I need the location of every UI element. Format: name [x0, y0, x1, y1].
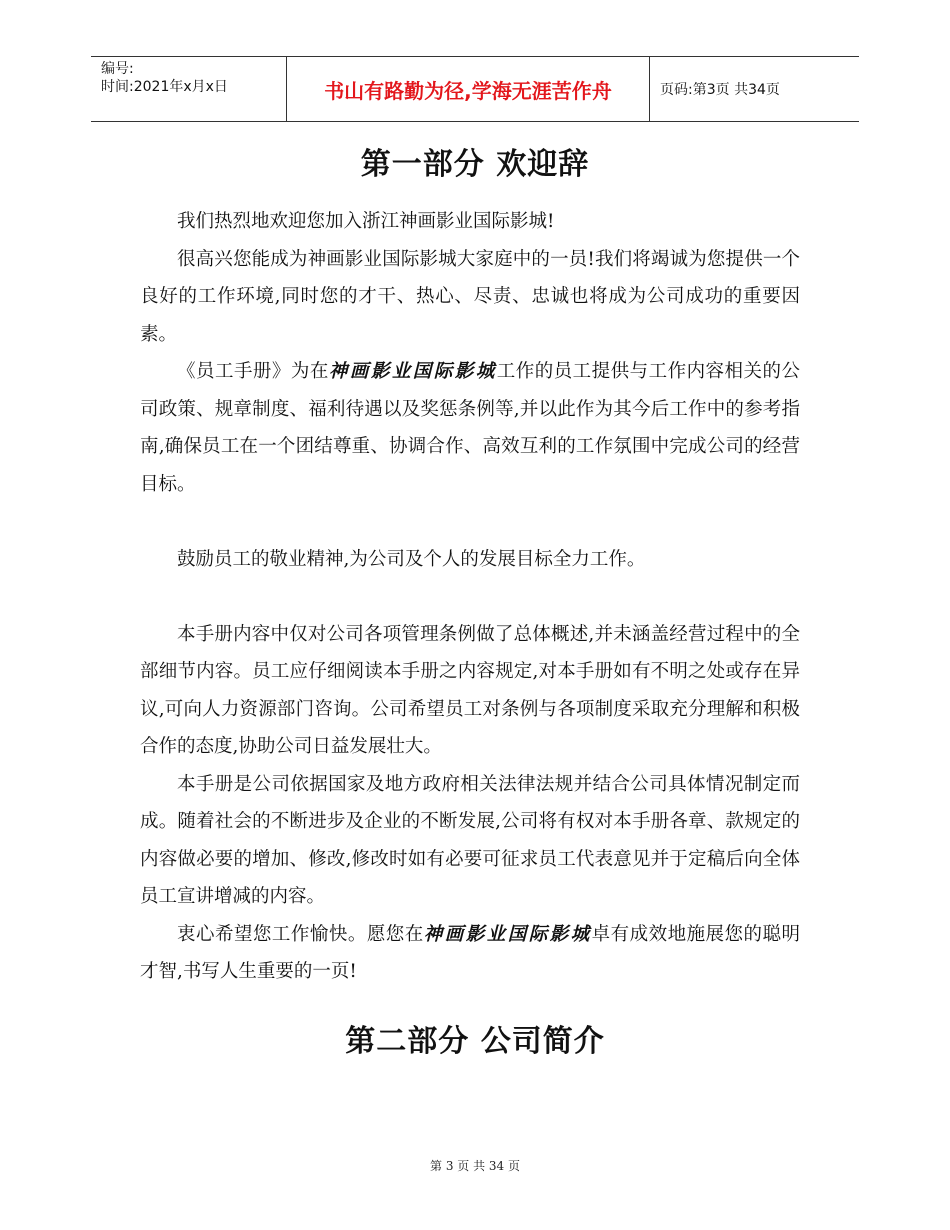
- paragraph-handbook-b: 工作的员工提供与工作内容相关的公司政策、规章制度、福利待遇以及奖惩条例等,并以此作为其今后工作中的参考指南,确保员工在一个团结尊重、协调合作、高效互利的工作氛围中完成公司的经营目标。: [140, 361, 800, 495]
- header-meta: [91, 57, 287, 121]
- paragraph-handbook: [140, 353, 800, 503]
- paragraph-basis: 本手册是公司依据国家及地方政府相关法律法规并结合公司具体情况制定而成。随着社会的不断进步及企业的不断发展,公司将有权对本手册各章、款规定的内容做必要的增加、修改,修改时如有必要可征求员工代表意见并于定稿后向全体员工宣讲增减的内容。: [140, 773, 800, 907]
- paragraph-encourage: 鼓励员工的敬业精神,为公司及个人的发展目标全力工作。: [177, 548, 646, 570]
- paragraph-wishes-a: 衷心希望您工作愉快。愿您在: [177, 923, 424, 945]
- brand-name: 神画影业国际影城: [328, 361, 497, 382]
- brand-name-2: 神画影业国际影城: [423, 923, 592, 945]
- header-motto: 书山有路勤为径,学海无涯苦作舟: [287, 57, 650, 121]
- paragraph-handbook-a: 《员工手册》为在: [177, 361, 329, 382]
- paragraph-wishes-b: 卓有成效地施展您的聪明才智,书写人生重要的一页!: [140, 923, 800, 982]
- section-1-body: [140, 203, 800, 991]
- section-1-title: 第一部分 欢迎辞: [360, 147, 590, 182]
- header-time-label: 时间:2021年x月x日: [101, 79, 228, 95]
- section-2-title: 第二部分 公司简介: [345, 1024, 605, 1059]
- document-header: [91, 56, 859, 122]
- paragraph-wishes: [140, 916, 800, 991]
- page-footer: 第 3 页 共 34 页: [430, 1159, 520, 1173]
- header-number-label: 编号:: [101, 61, 134, 77]
- paragraph-family: 很高兴您能成为神画影业国际影城大家庭中的一员!我们将竭诚为您提供一个良好的工作环境,同时您的才干、热心、尽责、忠诚也将成为公司成功的重要因素。: [140, 248, 800, 345]
- paragraph-scope: 本手册内容中仅对公司各项管理条例做了总体概述,并未涵盖经营过程中的全部细节内容。员工应仔细阅读本手册之内容规定,对本手册如有不明之处或存在异议,可向人力资源部门咨询。公司希望员工对条例与各项制度采取充分理解和积极合作的态度,协助公司日益发展壮大。: [140, 623, 800, 757]
- paragraph-welcome: 我们热烈地欢迎您加入浙江神画影业国际影城!: [177, 211, 555, 232]
- header-page-info: 页码:第3页 共34页: [660, 82, 780, 98]
